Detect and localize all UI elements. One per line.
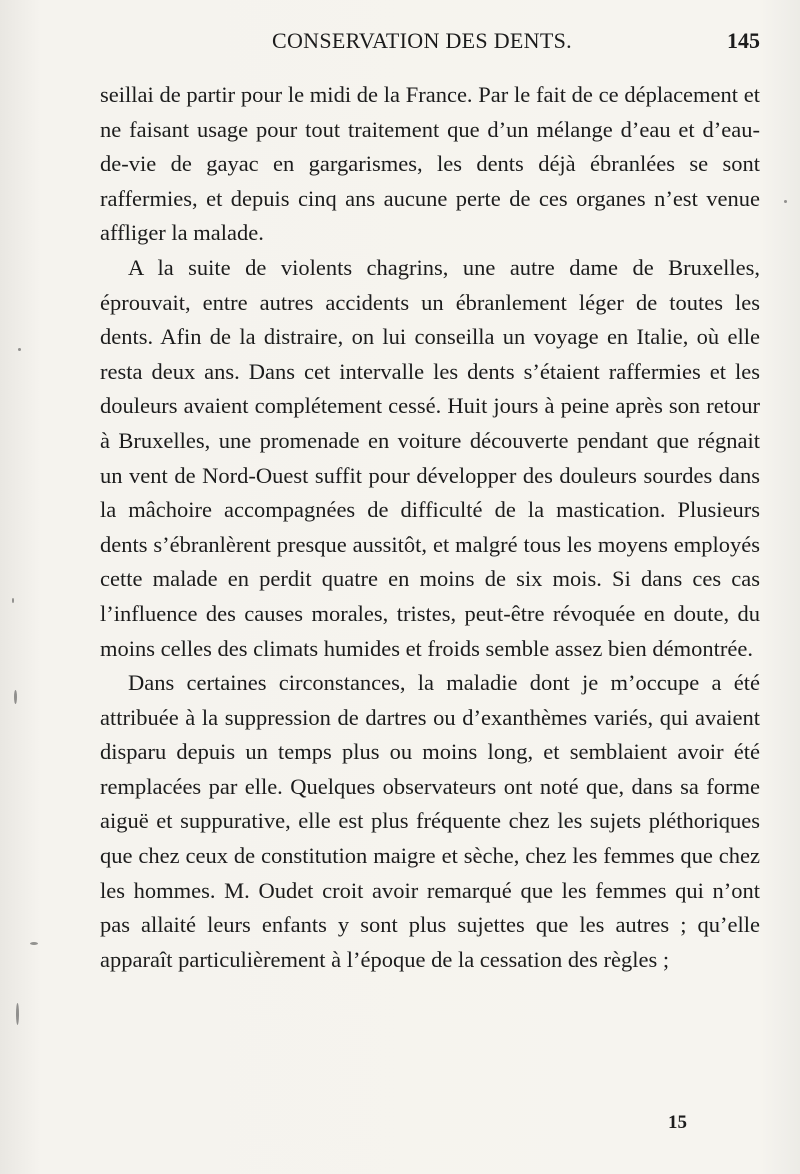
margin-speck [12, 598, 14, 603]
body-text [100, 78, 760, 977]
running-title: CONSERVATION DES DENTS. [272, 28, 572, 53]
signature-mark: 15 [668, 1112, 687, 1133]
paragraph-continuation: seillai de partir pour le midi de la France. Par le fait de ce déplacement et ne faisant usage pour tout traitement que d’un mélange d’eau et d’eau-de-vie de gayac en gargarismes, les dents déjà ébranlées se sont raffermies, et depuis cinq ans aucune perte de ces organes n’est venue affliger la malade. [100, 82, 760, 246]
margin-speck [16, 1003, 19, 1025]
paragraph: Dans certaines circonstances, la maladie dont je m’occupe a été attribuée à la suppression de dartres ou d’exanthèmes variés, qui avaient disparu depuis un temps plus ou moins long, et semblaient avoir été remplacées par elle. Quelques observateurs ont noté que, dans sa forme aiguë et suppurative, elle est plus fréquente chez les sujets pléthoriques que chez ceux de constitution maigre et sèche, chez les femmes que chez les hommes. M. Oudet croit avoir remarqué que les femmes qui n’ont pas allaité leurs enfants y sont plus sujettes que les autres ; qu’elle apparaît particulièrement à l’époque de la cessation des règles ; [100, 670, 760, 972]
margin-speck [14, 690, 17, 704]
paragraph: A la suite de violents chagrins, une autre dame de Bruxelles, éprouvait, entre autres accidents un ébranlement léger de toutes les dents. Afin de la distraire, on lui conseilla un voyage en Italie, où elle resta deux ans. Dans cet intervalle les dents s’étaient raffermies et les douleurs avaient complétement cessé. Huit jours à peine après son retour à Bruxelles, une promenade en voiture découverte pendant que régnait un vent de Nord-Ouest suffit pour développer des douleurs sourdes dans la mâchoire accompagnées de difficulté de la mastication. Plusieurs dents s’ébranlèrent presque aussitôt, et malgré tous les moyens employés cette malade en perdit quatre en moins de six mois. Si dans ces cas l’influence des causes morales, tristes, peut-être révoquée en doute, du moins celles des climats humides et froids semble assez bien démontrée. [100, 254, 760, 661]
page-header [100, 28, 760, 60]
page-number: 145 [727, 28, 760, 53]
margin-speck [30, 942, 38, 945]
margin-speck [18, 348, 21, 351]
margin-speck [784, 200, 787, 203]
